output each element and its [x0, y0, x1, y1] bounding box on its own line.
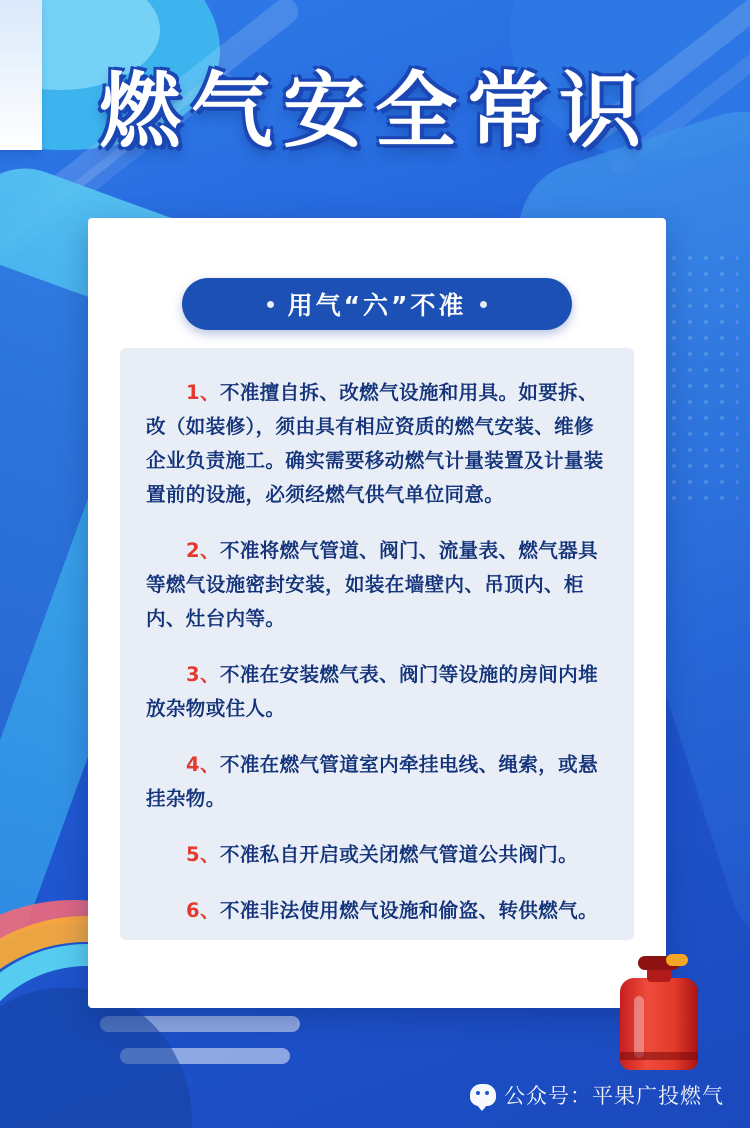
footer — [470, 1080, 724, 1110]
rule-number: 5、 — [186, 843, 220, 866]
gas-cylinder-icon — [620, 950, 698, 1070]
rule-item — [146, 894, 608, 928]
cylinder-highlight — [634, 996, 644, 1058]
content-card — [88, 218, 666, 1008]
rule-number: 3、 — [186, 663, 220, 686]
wechat-eye — [485, 1091, 489, 1095]
rule-text: 不准在安装燃气表、阀门等设施的房间内堆放杂物或住人。 — [146, 663, 598, 720]
rule-item — [146, 748, 608, 816]
rule-text: 不准擅自拆、改燃气设施和用具。如要拆、改（如装修），须由具有相应资质的燃气安装、维修企业负责施工。确实需要移动燃气计量装置及计量装置前的设施，必须经燃气供气单位同意。 — [146, 381, 604, 506]
bullet-dot-icon — [267, 301, 274, 308]
page-title: 燃气安全常识 — [98, 64, 651, 159]
wechat-icon — [470, 1084, 496, 1106]
rule-text: 不准将燃气管道、阀门、流量表、燃气器具等燃气设施密封安装，如装在墙壁内、吊顶内、柜内、灶台内等。 — [146, 539, 598, 630]
rule-item — [146, 838, 608, 872]
bullet-dot-icon — [480, 301, 487, 308]
wechat-eye — [476, 1091, 480, 1095]
rule-item — [146, 376, 608, 512]
rules-panel — [120, 348, 634, 940]
rule-item — [146, 658, 608, 726]
footer-text: 公众号：平果广投燃气 — [504, 1084, 724, 1108]
rule-number: 6、 — [186, 899, 220, 922]
cylinder-knob — [666, 954, 688, 966]
rule-text: 不准非法使用燃气设施和偷盗、转供燃气。 — [219, 899, 598, 922]
rule-number: 1、 — [186, 381, 220, 404]
title-area — [0, 46, 750, 163]
section-title-text: 用气“六”不准 — [287, 291, 467, 320]
rule-number: 2、 — [186, 539, 220, 562]
rule-text: 不准在燃气管道室内牵挂电线、绳索，或悬挂杂物。 — [146, 753, 598, 810]
section-title-banner — [182, 278, 572, 330]
cylinder-base-band — [620, 1052, 698, 1060]
rule-text: 不准私自开启或关闭燃气管道公共阀门。 — [219, 843, 579, 866]
rule-item — [146, 534, 608, 636]
rule-number: 4、 — [186, 753, 220, 776]
